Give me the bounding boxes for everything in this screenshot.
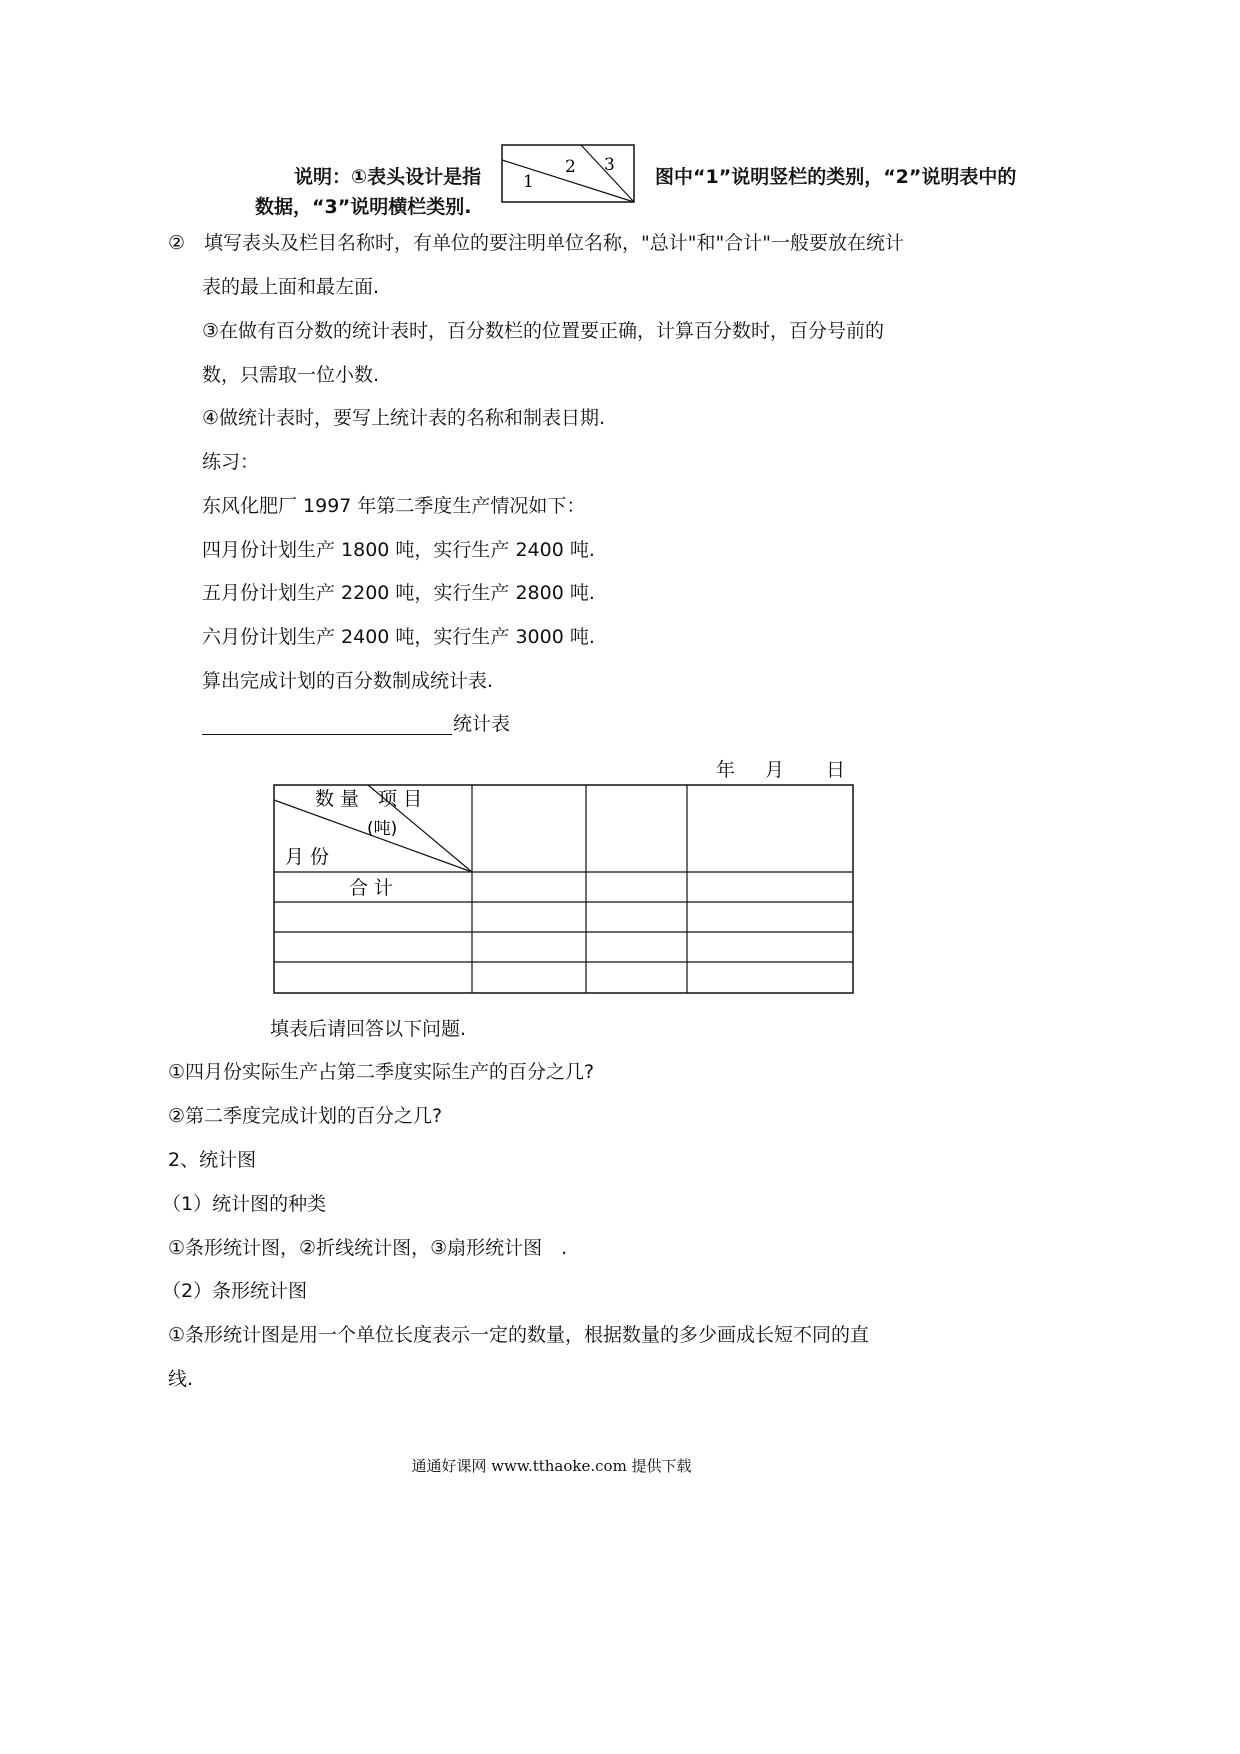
date-month: 月 — [765, 759, 785, 781]
para-3-cont: 数，只需取一位小数. — [202, 364, 380, 386]
may-line: 五月份计划生产 2200 吨，实行生产 2800 吨. — [202, 582, 595, 604]
section-2-sub2: （2）条形统计图 — [162, 1280, 308, 1302]
total-row-label: 合 计 — [349, 877, 394, 899]
para-3: ③在做有百分数的统计表时，百分数栏的位置要正确，计算百分数时，百分号前的 — [202, 320, 885, 342]
footer-watermark: 通通好课网 www.tthaoke.com 提供下载 — [411, 1457, 692, 1475]
title-blank-line — [202, 734, 452, 735]
para-2: ② 填写表头及栏目名称时，有单位的要注明单位名称，"总计"和"合计"一般要放在统计 — [168, 232, 904, 254]
diagram-label-3: 3 — [604, 155, 615, 175]
para-4: ④做统计表时，要写上统计表的名称和制表日期. — [202, 407, 606, 429]
date-year: 年 — [716, 759, 736, 781]
june-line: 六月份计划生产 2400 吨，实行生产 3000 吨. — [202, 626, 595, 648]
question-2: ②第二季度完成计划的百分之几? — [168, 1105, 443, 1127]
section-2-sub1: （1）统计图的种类 — [162, 1193, 327, 1215]
note-cont: 数据，“3”说明横栏类别. — [255, 196, 472, 218]
practice-label: 练习： — [202, 451, 260, 473]
question-1: ①四月份实际生产占第二季度实际生产的百分之几? — [168, 1061, 595, 1083]
section-2-def: ①条形统计图是用一个单位长度表示一定的数量，根据数量的多少画成长短不同的直 — [168, 1324, 870, 1346]
header-quantity-item: 数 量 项 目 — [315, 788, 423, 810]
section-2-def-cont: 线. — [168, 1368, 194, 1390]
table-title: 统计表 — [453, 713, 511, 735]
diagram-label-1: 1 — [523, 172, 534, 192]
stats-table — [273, 784, 857, 1002]
april-line: 四月份计划生产 1800 吨，实行生产 2400 吨. — [202, 539, 595, 561]
diagram-label-2: 2 — [565, 157, 576, 177]
para-2-cont: 表的最上面和最左面. — [202, 276, 380, 298]
header-month: 月 份 — [285, 846, 330, 868]
note-lead: 说明：①表头设计是指 — [294, 166, 482, 188]
header-unit: (吨) — [367, 819, 398, 839]
section-2-title: 2、统计图 — [168, 1149, 257, 1171]
note-after: 图中“1”说明竖栏的类别，“2”说明表中的 — [655, 166, 1017, 188]
instruction-line: 算出完成计划的百分数制成统计表. — [202, 670, 494, 692]
section-2-types: ①条形统计图，②折线统计图，③扇形统计图 . — [168, 1237, 568, 1259]
table-header-diagram — [501, 144, 636, 208]
date-day: 日 — [826, 759, 846, 781]
question-intro: 填表后请回答以下问题. — [270, 1018, 467, 1040]
practice-intro: 东风化肥厂 1997 年第二季度生产情况如下： — [202, 495, 586, 517]
